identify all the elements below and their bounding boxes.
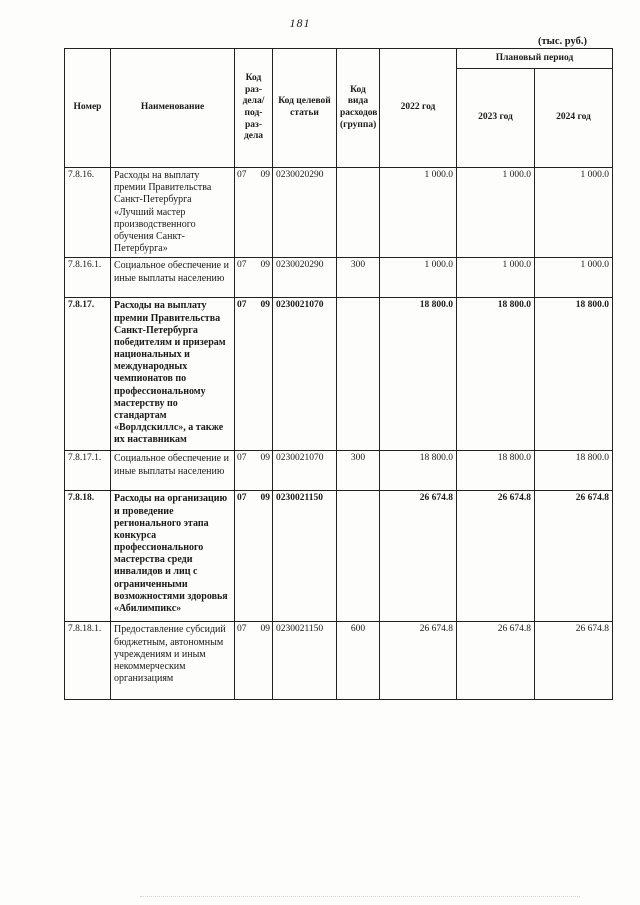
podrazdel-code: 09 bbox=[260, 170, 270, 180]
razdel-code: 07 bbox=[237, 300, 247, 311]
row-amount-2024: 1 000.0 bbox=[535, 168, 613, 258]
table-row bbox=[65, 622, 613, 700]
row-amount-2023: 26 674.8 bbox=[457, 491, 535, 622]
row-expense-type bbox=[337, 168, 380, 258]
header-planned-period: Плановый период bbox=[457, 49, 613, 69]
podrazdel-code: 09 bbox=[260, 624, 270, 635]
table-row bbox=[65, 258, 613, 298]
row-number: 7.8.16.1. bbox=[65, 258, 111, 298]
row-amount-2024: 1 000.0 bbox=[535, 258, 613, 298]
budget-table bbox=[64, 48, 613, 700]
header-year-2024: 2024 год bbox=[535, 69, 613, 168]
row-expense-type bbox=[337, 491, 380, 622]
row-target-code: 0230021070 bbox=[273, 298, 337, 451]
podrazdel-code: 09 bbox=[260, 300, 270, 311]
unit-note: (тыс. руб.) bbox=[538, 36, 587, 47]
page-number: 181 bbox=[289, 16, 311, 30]
row-name: Предоставление субсидий бюджетным, автономным учреждениям и иным некоммерческим организациям bbox=[111, 622, 235, 700]
row-section-code bbox=[235, 298, 273, 451]
header-year-2022: 2022 год bbox=[380, 49, 457, 168]
row-section-code bbox=[235, 622, 273, 700]
header-year-2023: 2023 год bbox=[457, 69, 535, 168]
table-row bbox=[65, 168, 613, 258]
podrazdel-code: 09 bbox=[260, 453, 270, 464]
row-number: 7.8.18.1. bbox=[65, 622, 111, 700]
razdel-code: 07 bbox=[237, 260, 247, 271]
row-target-code: 0230020290 bbox=[273, 258, 337, 298]
row-amount-2024: 18 800.0 bbox=[535, 451, 613, 491]
row-target-code: 0230020290 bbox=[273, 168, 337, 258]
table-row bbox=[65, 451, 613, 491]
row-target-code: 0230021150 bbox=[273, 622, 337, 700]
row-amount-2023: 18 800.0 bbox=[457, 298, 535, 451]
razdel-code: 07 bbox=[237, 493, 247, 504]
row-number: 7.8.16. bbox=[65, 168, 111, 258]
row-number: 7.8.18. bbox=[65, 491, 111, 622]
row-expense-type: 600 bbox=[337, 622, 380, 700]
row-amount-2022: 1 000.0 bbox=[380, 258, 457, 298]
header-section-code: Код раз-дела/ под-раз-дела bbox=[235, 49, 273, 168]
row-amount-2022: 26 674.8 bbox=[380, 491, 457, 622]
row-name: Расходы на организацию и проведение регионального этапа конкурса профессионального мастерства среди инвалидов и лиц с ограниченными возможностями здоровья «Абилимпикс» bbox=[111, 491, 235, 622]
row-section-code bbox=[235, 491, 273, 622]
table-row bbox=[65, 491, 613, 622]
row-amount-2022: 18 800.0 bbox=[380, 451, 457, 491]
row-section-code bbox=[235, 451, 273, 491]
row-amount-2022: 1 000.0 bbox=[380, 168, 457, 258]
header-target-code: Код целевой статьи bbox=[273, 49, 337, 168]
table-header bbox=[65, 49, 613, 168]
row-name: Расходы на выплату премии Правительства Санкт-Петербурга «Лучший мастер производственного обучения Санкт-Петербурга» bbox=[111, 168, 235, 258]
row-target-code: 0230021150 bbox=[273, 491, 337, 622]
row-name: Социальное обеспечение и иные выплаты населению bbox=[111, 258, 235, 298]
row-amount-2023: 1 000.0 bbox=[457, 258, 535, 298]
row-number: 7.8.17.1. bbox=[65, 451, 111, 491]
table-row bbox=[65, 298, 613, 451]
header-name: Наименование bbox=[111, 49, 235, 168]
row-name: Социальное обеспечение и иные выплаты населению bbox=[111, 451, 235, 491]
row-amount-2023: 18 800.0 bbox=[457, 451, 535, 491]
row-expense-type: 300 bbox=[337, 451, 380, 491]
row-expense-type bbox=[337, 298, 380, 451]
row-amount-2023: 26 674.8 bbox=[457, 622, 535, 700]
row-amount-2024: 18 800.0 bbox=[535, 298, 613, 451]
podrazdel-code: 09 bbox=[260, 493, 270, 504]
razdel-code: 07 bbox=[237, 170, 247, 180]
row-amount-2023: 1 000.0 bbox=[457, 168, 535, 258]
header-expense-type: Код вида расходов (группа) bbox=[337, 49, 380, 168]
razdel-code: 07 bbox=[237, 453, 247, 464]
header-number: Номер bbox=[65, 49, 111, 168]
row-number: 7.8.17. bbox=[65, 298, 111, 451]
row-name: Расходы на выплату премии Правительства Санкт-Петербурга победителям и призерам национальных и международных чемпионатов по профессиональному мастерству по стандартам «Ворлдскиллс», а также их наставникам bbox=[111, 298, 235, 451]
row-section-code bbox=[235, 258, 273, 298]
row-amount-2022: 26 674.8 bbox=[380, 622, 457, 700]
row-amount-2024: 26 674.8 bbox=[535, 622, 613, 700]
scan-footer-mark bbox=[140, 896, 580, 899]
podrazdel-code: 09 bbox=[260, 260, 270, 271]
razdel-code: 07 bbox=[237, 624, 247, 635]
row-target-code: 0230021070 bbox=[273, 451, 337, 491]
row-amount-2024: 26 674.8 bbox=[535, 491, 613, 622]
row-section-code bbox=[235, 168, 273, 258]
row-amount-2022: 18 800.0 bbox=[380, 298, 457, 451]
row-expense-type: 300 bbox=[337, 258, 380, 298]
